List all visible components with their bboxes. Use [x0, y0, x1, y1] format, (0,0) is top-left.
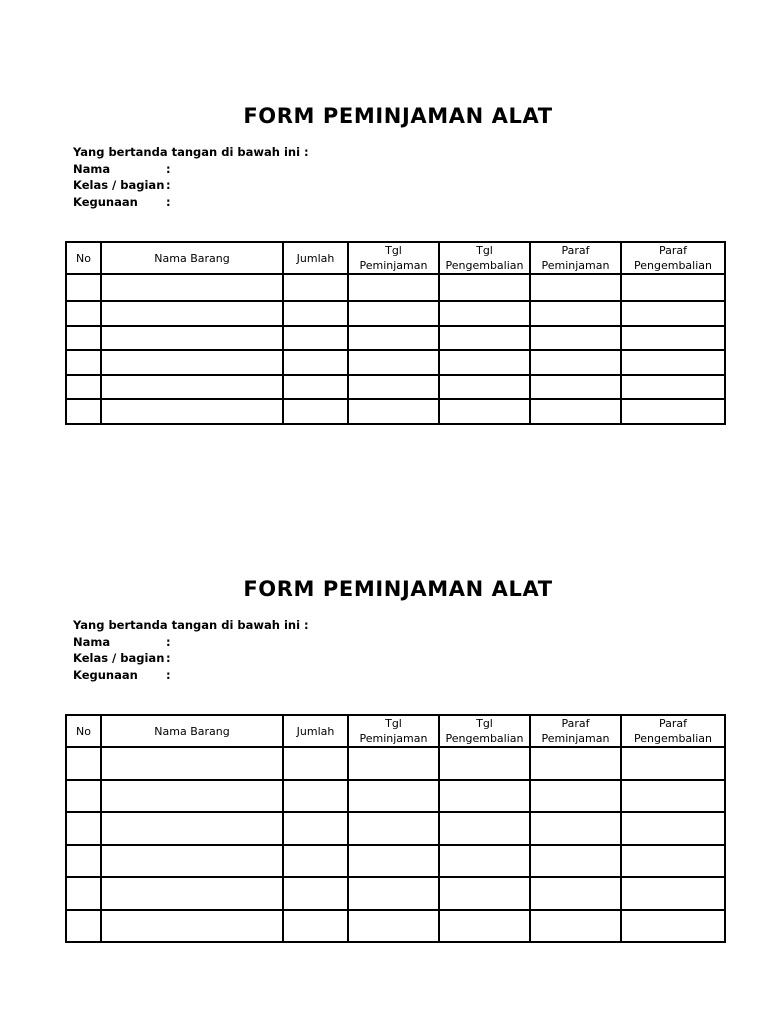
table-cell	[66, 747, 101, 780]
table-row	[66, 301, 725, 326]
table-cell	[530, 274, 621, 301]
table-cell	[439, 326, 530, 351]
table-cell	[101, 274, 283, 301]
table-cell	[439, 274, 530, 301]
table-cell	[439, 375, 530, 400]
table-cell	[283, 845, 348, 878]
form-title: FORM PEMINJAMAN ALAT	[243, 577, 553, 601]
table-cell	[439, 780, 530, 813]
table-cell	[101, 812, 283, 845]
table-cell	[530, 877, 621, 910]
table-cell	[283, 747, 348, 780]
field-label: Kegunaan	[73, 194, 138, 209]
table-cell	[283, 812, 348, 845]
table-cell	[101, 399, 283, 424]
table-cell	[530, 780, 621, 813]
table-cell	[348, 812, 439, 845]
table-cell	[439, 747, 530, 780]
form-fields	[73, 617, 309, 683]
table-cell	[439, 350, 530, 375]
table-header-row	[66, 715, 725, 747]
table-cell	[101, 845, 283, 878]
table-cell	[101, 301, 283, 326]
header-no: No	[66, 715, 101, 747]
loan-table	[65, 714, 726, 943]
header-jumlah: Jumlah	[283, 715, 348, 747]
table-body	[66, 747, 725, 942]
table-cell	[66, 326, 101, 351]
header-no: No	[66, 242, 101, 274]
loan-table	[65, 241, 726, 425]
table-cell	[348, 845, 439, 878]
table-cell	[621, 877, 725, 910]
field-colon: :	[166, 161, 171, 176]
form-fields	[73, 144, 309, 210]
table-cell	[348, 274, 439, 301]
table-cell	[348, 780, 439, 813]
table-cell	[530, 399, 621, 424]
field-kelas-bagian	[73, 650, 309, 667]
table-cell	[621, 812, 725, 845]
table-cell	[66, 274, 101, 301]
table-row	[66, 375, 725, 400]
table-cell	[439, 812, 530, 845]
table-cell	[621, 326, 725, 351]
table-cell	[530, 301, 621, 326]
intro-text: Yang bertanda tangan di bawah ini :	[73, 618, 309, 632]
table-cell	[66, 877, 101, 910]
table-cell	[439, 877, 530, 910]
field-label: Nama	[73, 161, 111, 176]
table-cell	[283, 350, 348, 375]
table-cell	[530, 812, 621, 845]
table-cell	[348, 375, 439, 400]
table-cell	[101, 780, 283, 813]
table-cell	[283, 877, 348, 910]
table-row	[66, 350, 725, 375]
table-cell	[530, 375, 621, 400]
field-colon: :	[166, 634, 171, 649]
field-kegunaan	[73, 667, 309, 684]
header-tgl-pengembalian: Tgl Pengembalian	[439, 242, 530, 274]
header-nama-barang: Nama Barang	[101, 242, 283, 274]
field-label: Kelas / bagian	[73, 651, 165, 665]
table-cell	[66, 780, 101, 813]
table-cell	[348, 747, 439, 780]
table-cell	[439, 910, 530, 943]
field-colon: :	[166, 178, 171, 192]
table-cell	[66, 399, 101, 424]
table-cell	[621, 780, 725, 813]
form-title: FORM PEMINJAMAN ALAT	[243, 104, 553, 128]
field-colon: :	[166, 194, 171, 209]
field-colon: :	[166, 651, 171, 665]
table-cell	[621, 350, 725, 375]
table-body	[66, 274, 725, 424]
table-row	[66, 812, 725, 845]
field-colon: :	[166, 667, 171, 682]
table-cell	[101, 326, 283, 351]
table-cell	[101, 747, 283, 780]
table-cell	[621, 301, 725, 326]
table-cell	[530, 910, 621, 943]
field-kegunaan	[73, 194, 309, 211]
table-cell	[66, 845, 101, 878]
header-paraf-pengembalian: Paraf Pengembalian	[621, 715, 725, 747]
header-paraf-pengembalian: Paraf Pengembalian	[621, 242, 725, 274]
table-cell	[530, 845, 621, 878]
table-header-row	[66, 242, 725, 274]
field-nama	[73, 161, 309, 178]
table-cell	[283, 399, 348, 424]
table-cell	[283, 274, 348, 301]
field-label: Kelas / bagian	[73, 178, 165, 192]
table-cell	[439, 301, 530, 326]
header-paraf-peminjaman: Paraf Peminjaman	[530, 715, 621, 747]
table-cell	[283, 326, 348, 351]
table-row	[66, 326, 725, 351]
table-cell	[101, 877, 283, 910]
table-cell	[348, 326, 439, 351]
header-tgl-pengembalian: Tgl Pengembalian	[439, 715, 530, 747]
table-cell	[101, 910, 283, 943]
field-nama	[73, 634, 309, 651]
table-cell	[439, 399, 530, 424]
table-cell	[348, 301, 439, 326]
table-cell	[621, 845, 725, 878]
table-cell	[66, 910, 101, 943]
table-cell	[348, 399, 439, 424]
table-row	[66, 910, 725, 943]
table-cell	[66, 301, 101, 326]
table-cell	[283, 780, 348, 813]
table-cell	[621, 375, 725, 400]
table-cell	[621, 910, 725, 943]
table-cell	[283, 910, 348, 943]
field-label: Nama	[73, 634, 111, 649]
table-cell	[348, 350, 439, 375]
table-row	[66, 399, 725, 424]
table-row	[66, 845, 725, 878]
table-cell	[348, 910, 439, 943]
table-cell	[530, 350, 621, 375]
table-row	[66, 877, 725, 910]
table-cell	[621, 399, 725, 424]
table-cell	[530, 326, 621, 351]
table-cell	[283, 375, 348, 400]
intro-text: Yang bertanda tangan di bawah ini :	[73, 145, 309, 159]
field-kelas-bagian	[73, 177, 309, 194]
table-cell	[66, 350, 101, 375]
table-cell	[283, 301, 348, 326]
table-row	[66, 780, 725, 813]
table-cell	[530, 747, 621, 780]
table-cell	[621, 747, 725, 780]
header-jumlah: Jumlah	[283, 242, 348, 274]
header-nama-barang: Nama Barang	[101, 715, 283, 747]
table-cell	[66, 812, 101, 845]
header-paraf-peminjaman: Paraf Peminjaman	[530, 242, 621, 274]
header-tgl-peminjaman: Tgl Peminjaman	[348, 242, 439, 274]
table-cell	[101, 350, 283, 375]
table-cell	[621, 274, 725, 301]
table-cell	[439, 845, 530, 878]
field-label: Kegunaan	[73, 667, 138, 682]
header-tgl-peminjaman: Tgl Peminjaman	[348, 715, 439, 747]
table-row	[66, 274, 725, 301]
table-cell	[66, 375, 101, 400]
table-cell	[348, 877, 439, 910]
table-cell	[101, 375, 283, 400]
table-row	[66, 747, 725, 780]
